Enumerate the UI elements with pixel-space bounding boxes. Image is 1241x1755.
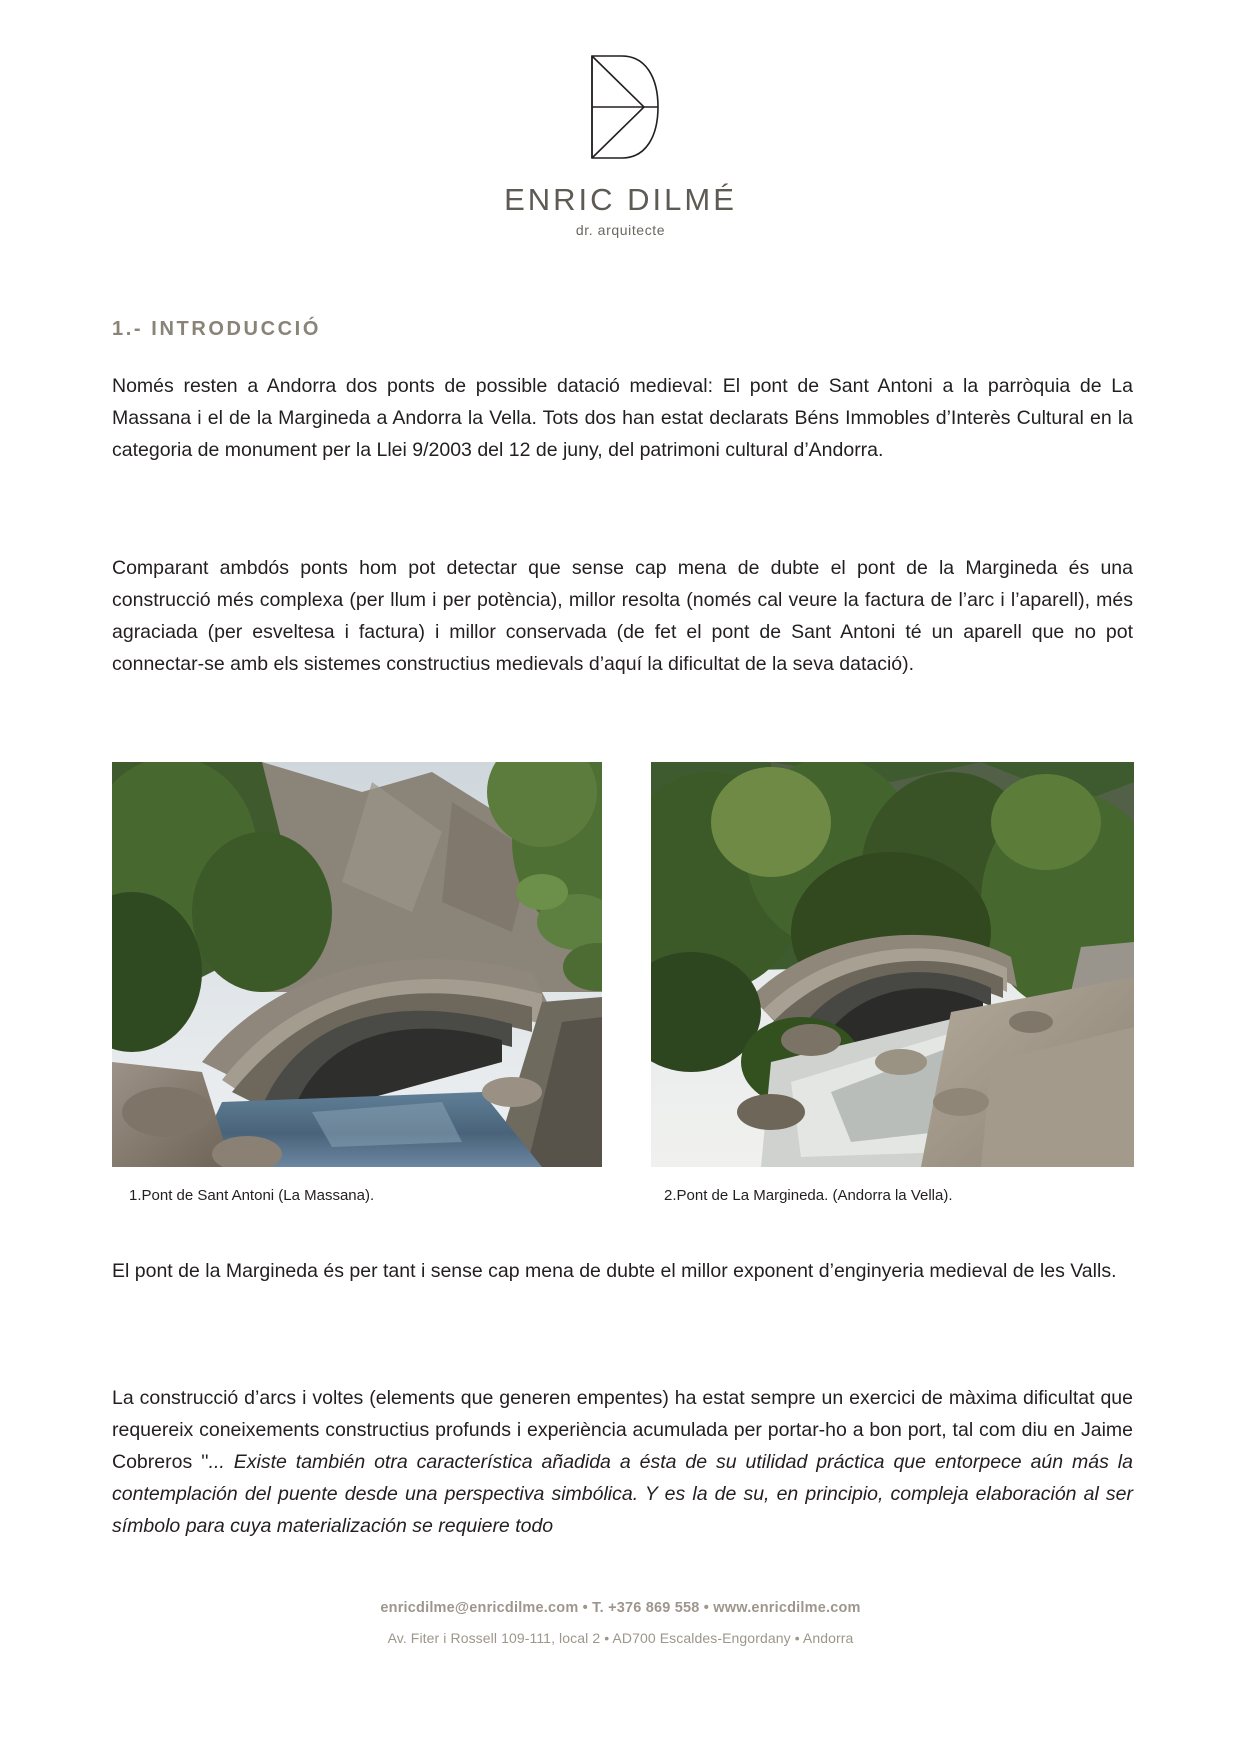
brand-name: ENRIC DILMÉ bbox=[504, 182, 737, 217]
paragraph-1: Només resten a Andorra dos ponts de possible datació medieval: El pont de Sant Antoni a la parròquia de La Massana i el de la Margineda a Andorra la Vella. Tots dos han estat declarats Béns Immobles d’Interès Cultural en la categoria de monument per la Llei 9/2003 del 12 de juny, del patrimoni cultural d’Andorra. bbox=[112, 375, 1133, 461]
brand-subtitle: dr. arquitecte bbox=[575, 222, 666, 238]
photo-pont-sant-antoni bbox=[112, 762, 602, 1167]
paragraph-4-lead: La construcció d’arcs i voltes (elements que generen empentes) ha estat sempre un exercici de màxima dificultat que requereix coneixements constructius profunds i experiència acumulada per portar-ho a bon port, tal com diu en Jaime Cobreros '' bbox=[112, 1387, 1133, 1473]
photo-pont-margineda bbox=[651, 762, 1134, 1167]
figure-pont-margineda bbox=[651, 762, 1134, 1206]
paragraph-4-quote: ... Existe también otra característica añadida a ésta de su utilidad práctica que entorpece aún más la contemplación del puente desde una perspectiva simbólica. Y es la de su, en principio, compleja elaboración al ser símbolo para cuya materialización se requiere todo bbox=[112, 1451, 1133, 1537]
figure-caption: 1.Pont de Sant Antoni (La Massana). bbox=[129, 1187, 375, 1204]
paragraph-4 bbox=[112, 1382, 1133, 1542]
paragraph-2: Comparant ambdós ponts hom pot detectar que sense cap mena de dubte el pont de la Margineda és una construcció més complexa (per llum i per potència), millor resolta (només cal veure la factura de l’arc i l’aparell), més agraciada (per esveltesa i factura) i millor conservada (de fet el pont de Sant Antoni té un aparell que no pot connectar-se amb els sistemes constructius medievals d’aquí la dificultat de la seva datació). bbox=[112, 557, 1133, 675]
enric-dilme-monogram-icon bbox=[578, 52, 664, 162]
footer-contact: enricdilme@enricdilme.com • T. +376 869 558 • www.enricdilme.com bbox=[380, 1600, 861, 1616]
paragraph-3: El pont de la Margineda és per tant i sense cap mena de dubte el millor exponent d’enginyeria medieval de les Valls. bbox=[112, 1260, 1117, 1282]
section-title: 1.- INTRODUCCIÓ bbox=[112, 318, 321, 340]
footer-address: Av. Fiter i Rossell 109-111, local 2 • AD700 Escaldes-Engordany • Andorra bbox=[387, 1630, 854, 1646]
figure-pont-sant-antoni bbox=[112, 762, 602, 1206]
brand-header bbox=[0, 52, 1241, 238]
figure-caption: 2.Pont de La Margineda. (Andorra la Vella). bbox=[664, 1187, 953, 1204]
